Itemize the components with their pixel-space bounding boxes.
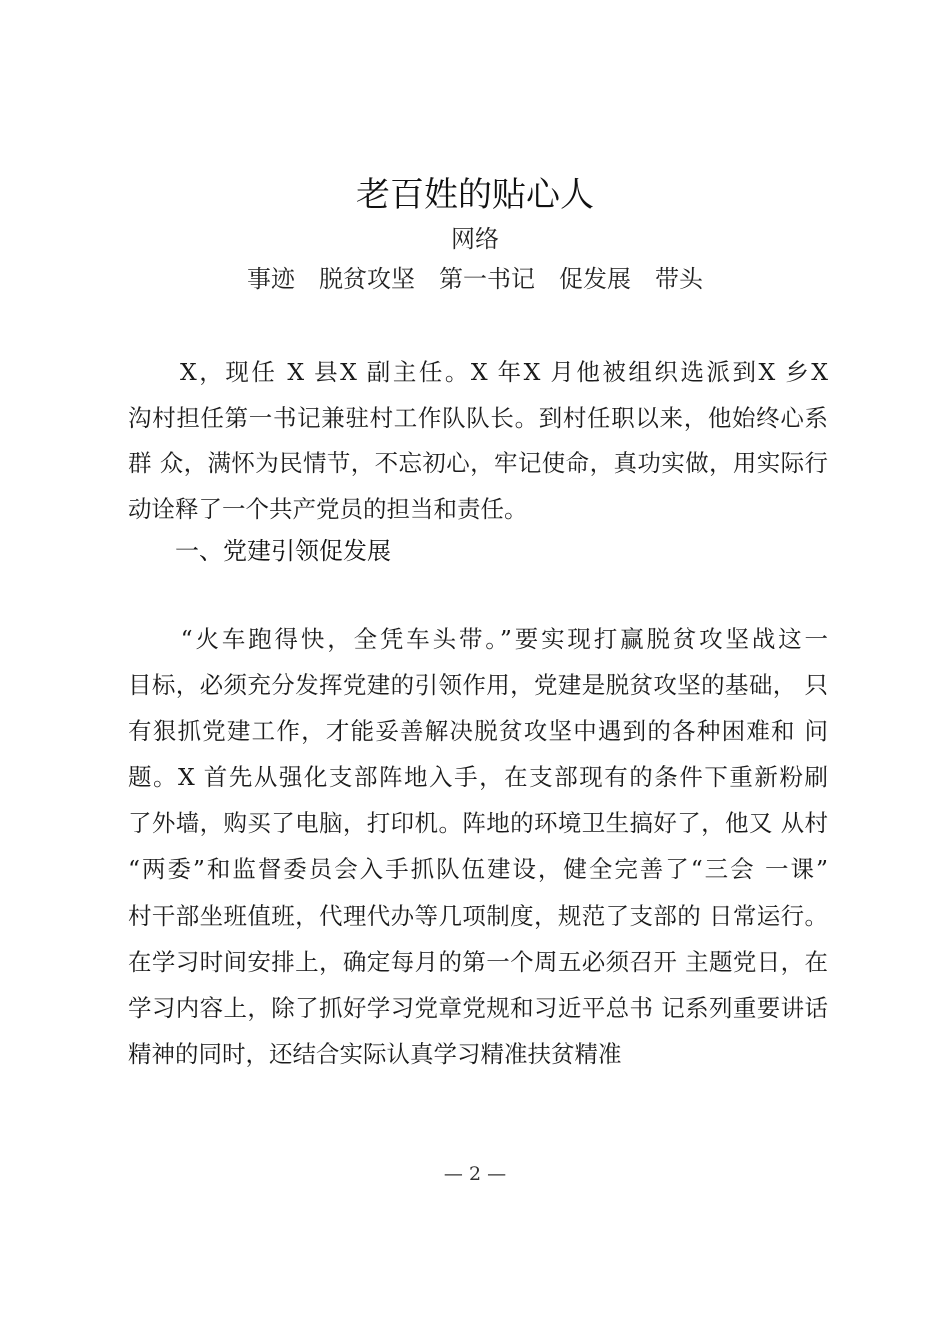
text-line: X，现任 X 县X 副主任。X 年X 月他被组织选派到X 乡X (128, 358, 828, 386)
keyword-tag: 第一书记 (439, 265, 535, 293)
intro-paragraph (128, 350, 828, 532)
page-number: — 2 — (443, 1163, 507, 1185)
text-line: 村干部坐班值班，代理代办等几项制度，规范了支部的 日常运行。 (128, 901, 828, 930)
section-paragraph (128, 616, 828, 1077)
document-title: 老百姓的贴心人 (356, 175, 594, 215)
keyword-tag: 促发展 (559, 265, 631, 293)
keyword-tag: 脱贫攻坚 (319, 265, 415, 293)
text-line: “两委”和监督委员会入手抓队伍建设，健全完善了“三会 一课” (128, 855, 828, 884)
text-line: 题。X 首先从强化支部阵地入手，在支部现有的条件下重新粉刷 (128, 763, 828, 792)
text-line: 了外墙，购买了电脑，打印机。阵地的环境卫生搞好了，他又 从村 (128, 809, 828, 838)
text-line: 目标，必须充分发挥党建的引领作用，党建是脱贫攻坚的基础， 只 (128, 671, 828, 700)
text-line: 学习内容上，除了抓好学习党章党规和习近平总书 记系列重要讲话 (128, 993, 828, 1022)
text-line: “火车跑得快，全凭车头带。”要实现打赢脱贫攻坚战这一 (128, 625, 828, 653)
text-line: 在学习时间安排上，确定每月的第一个周五必须召开 主题党日，在 (128, 947, 828, 976)
text-line: 有狠抓党建工作，才能妥善解决脱贫攻坚中遇到的各种困难和 问 (128, 717, 828, 746)
keyword-tag: 带头 (655, 265, 703, 293)
document-source: 网络 (451, 225, 499, 253)
keyword-tag: 事迹 (247, 265, 295, 293)
section-heading: 一、党建引领促发展 (175, 537, 391, 565)
text-line: 群 众，满怀为民情节，不忘初心，牢记使命，真功实做，用实际行 (128, 449, 828, 477)
keyword-tags (0, 262, 950, 296)
text-line: 精神的同时，还结合实际认真学习精准扶贫精准 (128, 1039, 622, 1068)
text-line: 沟村担任第一书记兼驻村工作队队长。到村任职以来，他始终心系 (128, 403, 828, 432)
text-line: 动诠释了一个共产党员的担当和责任。 (128, 494, 528, 523)
